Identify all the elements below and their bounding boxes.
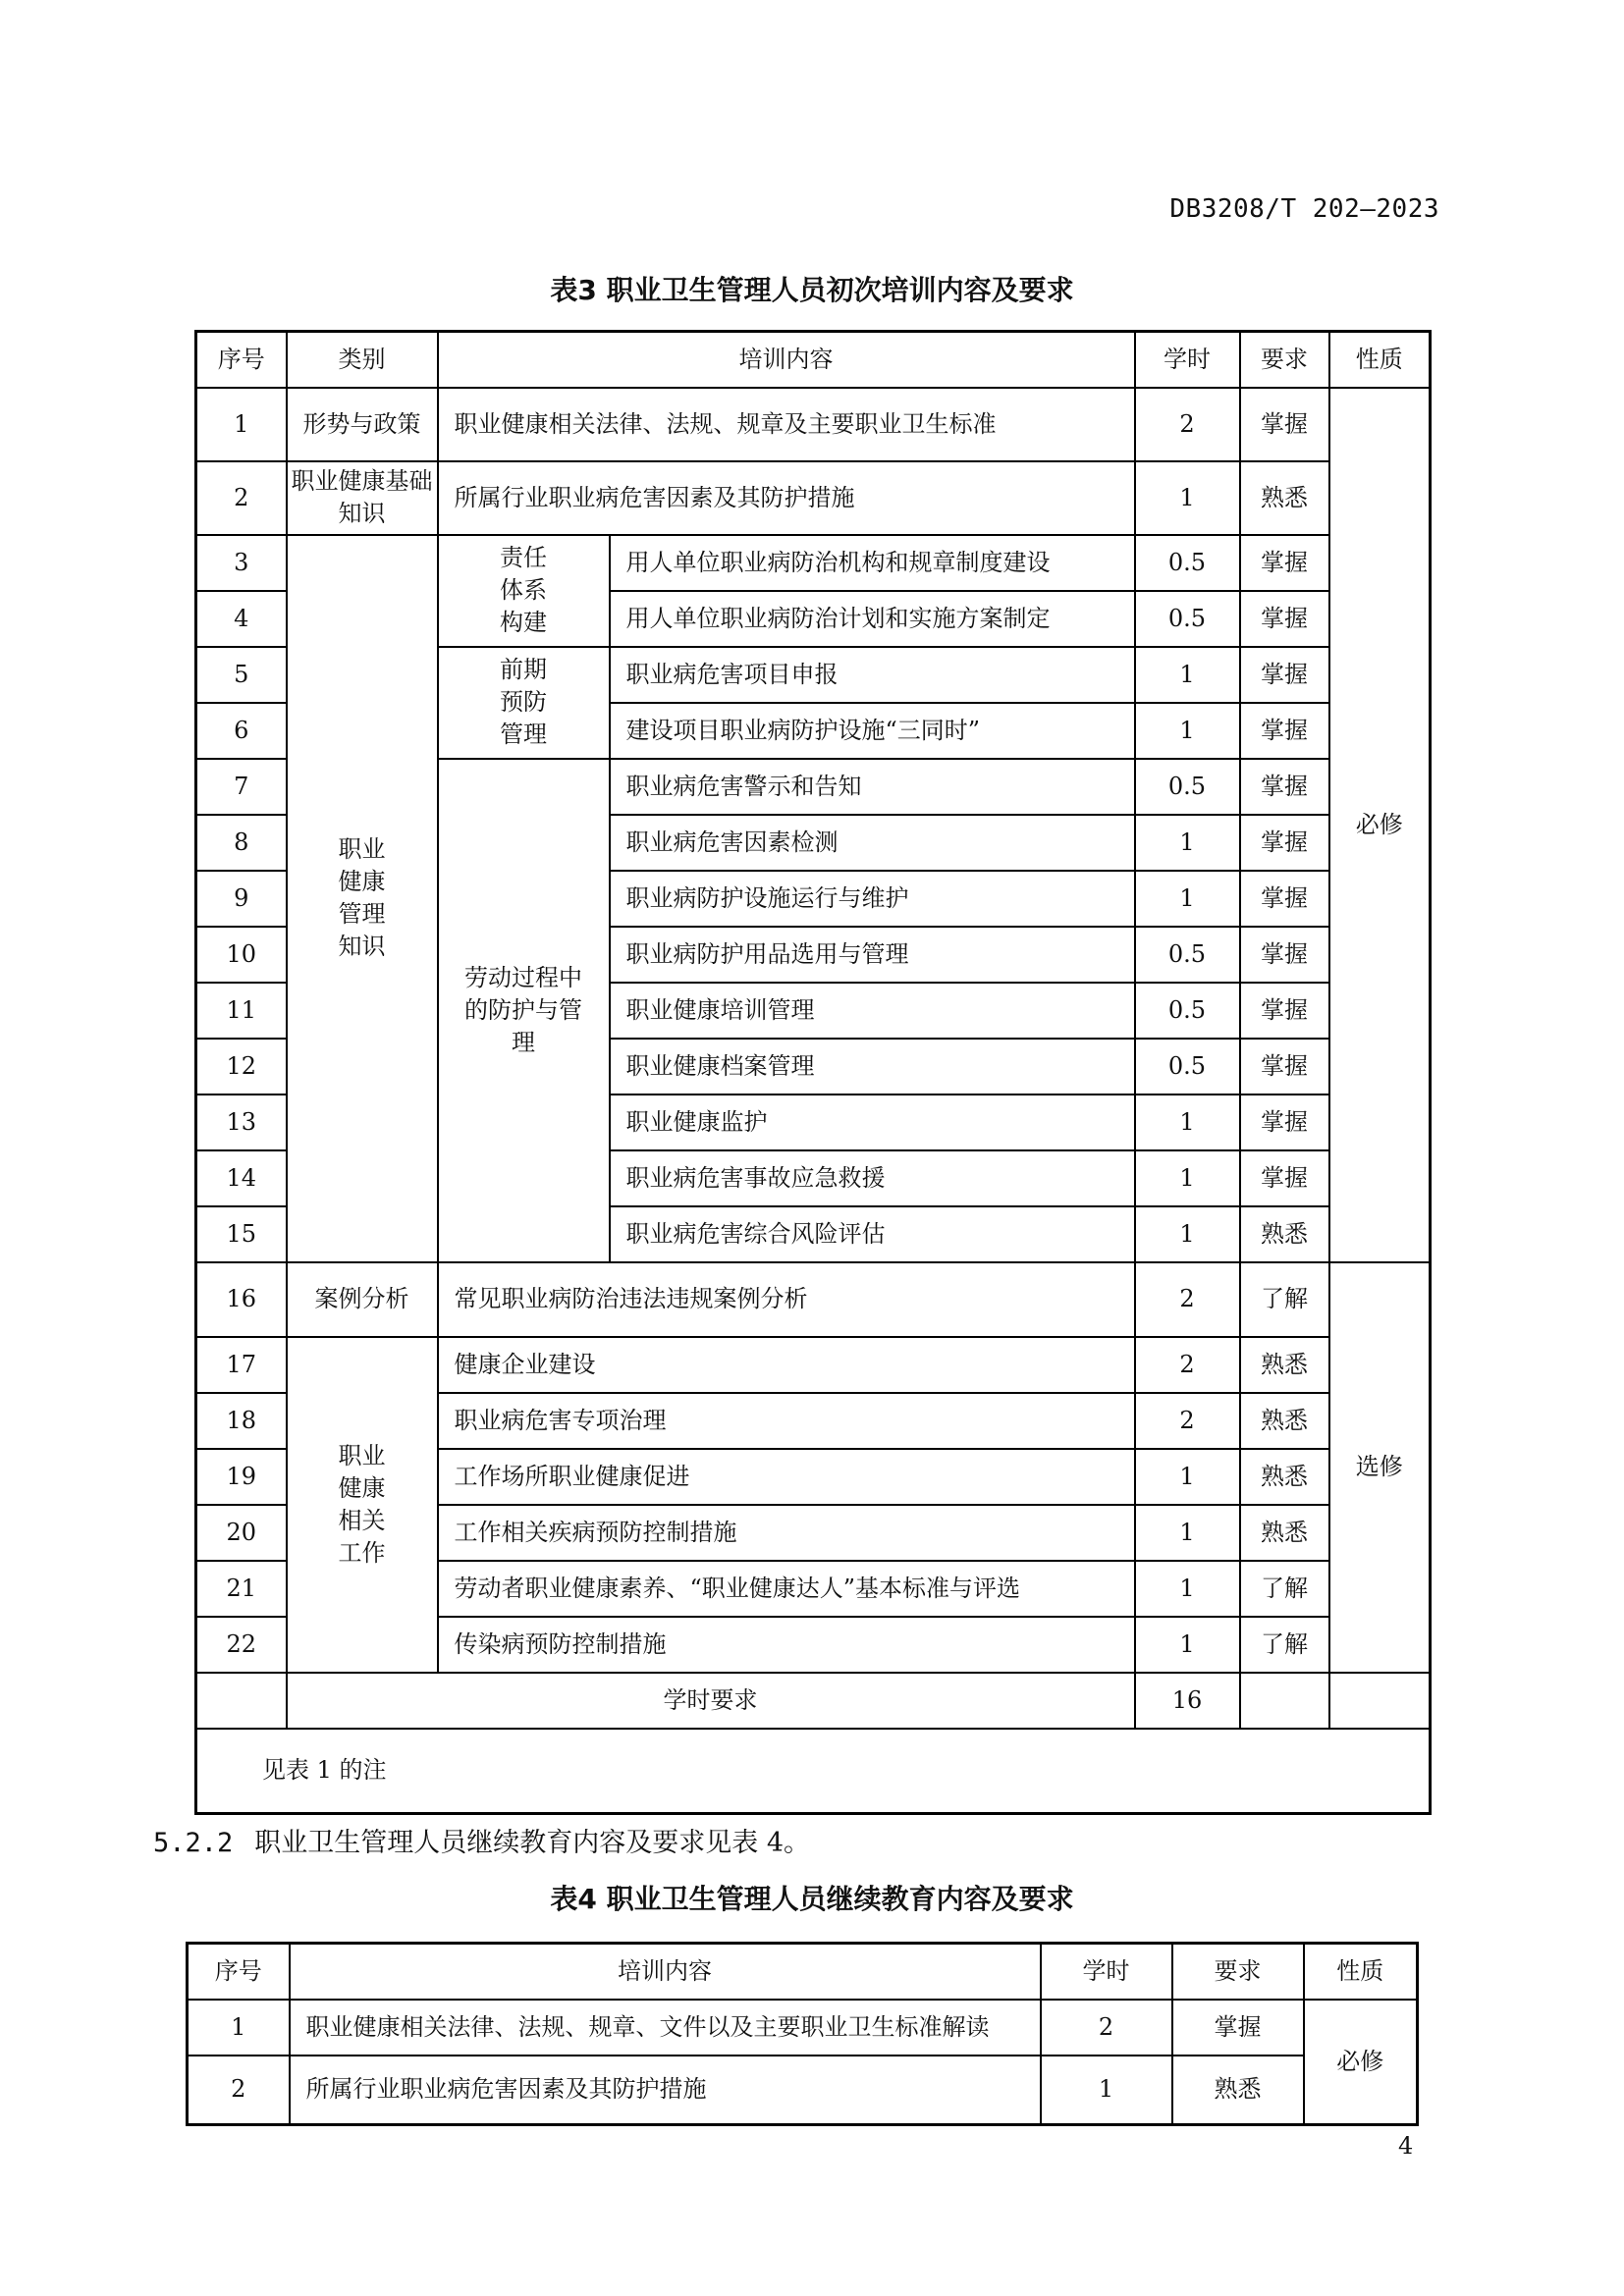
header-nature: 性质 — [1304, 1944, 1418, 2000]
row-content: 用人单位职业病防治机构和规章制度建设 — [610, 535, 1135, 591]
row-content: 职业健康培训管理 — [610, 983, 1135, 1039]
row-seq: 12 — [196, 1039, 287, 1095]
row-content: 职业病防护用品选用与管理 — [610, 927, 1135, 983]
row-requirement: 了解 — [1240, 1262, 1329, 1337]
row-requirement: 掌握 — [1240, 647, 1329, 703]
subcategory-cell: 责任体系构建 — [438, 535, 610, 647]
category-cell: 职业健康相关工作 — [287, 1337, 438, 1673]
row-requirement: 掌握 — [1240, 1039, 1329, 1095]
row-seq: 1 — [196, 388, 287, 461]
total-nature-empty — [1329, 1673, 1431, 1729]
row-requirement: 掌握 — [1240, 591, 1329, 647]
row-hours: 2 — [1135, 1262, 1240, 1337]
table-row — [188, 2056, 1418, 2125]
row-requirement: 掌握 — [1240, 871, 1329, 927]
row-seq: 13 — [196, 1095, 287, 1150]
note-row — [196, 1729, 1431, 1814]
row-requirement: 掌握 — [1240, 815, 1329, 871]
row-requirement: 掌握 — [1240, 703, 1329, 759]
row-seq: 19 — [196, 1449, 287, 1505]
row-hours: 0.5 — [1135, 759, 1240, 815]
row-seq: 15 — [196, 1206, 287, 1262]
nature-required: 必修 — [1304, 2000, 1418, 2125]
row-requirement: 熟悉 — [1172, 2056, 1304, 2125]
header-seq: 序号 — [188, 1944, 290, 2000]
row-requirement: 熟悉 — [1240, 461, 1329, 535]
row-content: 职业病危害因素检测 — [610, 815, 1135, 871]
row-content: 劳动者职业健康素养、“职业健康达人”基本标准与评选 — [438, 1561, 1135, 1617]
total-req-empty — [1240, 1673, 1329, 1729]
table3-caption: 表3 职业卫生管理人员初次培训内容及要求 — [550, 274, 1074, 306]
table-row — [196, 535, 1431, 591]
row-content: 用人单位职业病防治计划和实施方案制定 — [610, 591, 1135, 647]
row-content: 职业病危害警示和告知 — [610, 759, 1135, 815]
row-content: 职业病危害项目申报 — [610, 647, 1135, 703]
row-content: 职业健康相关法律、法规、规章、文件以及主要职业卫生标准解读 — [290, 2000, 1041, 2056]
page-number: 4 — [1398, 2132, 1414, 2160]
table-row — [188, 2000, 1418, 2056]
category-cell: 形势与政策 — [287, 388, 438, 461]
row-hours: 1 — [1135, 647, 1240, 703]
row-content: 工作相关疾病预防控制措施 — [438, 1505, 1135, 1561]
table4-caption: 表4 职业卫生管理人员继续教育内容及要求 — [550, 1883, 1074, 1915]
row-content: 所属行业职业病危害因素及其防护措施 — [438, 461, 1135, 535]
row-content: 职业病危害事故应急救援 — [610, 1150, 1135, 1206]
table3-note: 见表 1 的注 — [196, 1729, 1431, 1814]
row-seq: 2 — [196, 461, 287, 535]
row-content: 所属行业职业病危害因素及其防护措施 — [290, 2056, 1041, 2125]
row-hours: 0.5 — [1135, 927, 1240, 983]
subcategory-cell: 劳动过程中的防护与管理 — [438, 759, 610, 1262]
header-hours: 学时 — [1135, 332, 1240, 388]
table4 — [186, 1942, 1419, 2126]
row-seq: 20 — [196, 1505, 287, 1561]
table-row — [196, 388, 1431, 461]
row-content: 职业健康档案管理 — [610, 1039, 1135, 1095]
total-hours: 16 — [1135, 1673, 1240, 1729]
row-content: 建设项目职业病防护设施“三同时” — [610, 703, 1135, 759]
row-content: 工作场所职业健康促进 — [438, 1449, 1135, 1505]
row-seq: 16 — [196, 1262, 287, 1337]
section-5-2-2 — [153, 1821, 810, 1859]
row-hours: 1 — [1135, 1206, 1240, 1262]
header-requirement: 要求 — [1172, 1944, 1304, 2000]
section-number: 5.2.2 — [153, 1828, 234, 1858]
row-hours: 1 — [1135, 1505, 1240, 1561]
row-seq: 22 — [196, 1617, 287, 1673]
section-text: 职业卫生管理人员继续教育内容及要求见表 4。 — [254, 1828, 811, 1858]
row-requirement: 熟悉 — [1240, 1449, 1329, 1505]
category-cell: 案例分析 — [287, 1262, 438, 1337]
row-hours: 1 — [1135, 461, 1240, 535]
total-seq-empty — [196, 1673, 287, 1729]
row-seq: 6 — [196, 703, 287, 759]
row-seq: 10 — [196, 927, 287, 983]
row-seq: 14 — [196, 1150, 287, 1206]
row-hours: 2 — [1135, 388, 1240, 461]
row-requirement: 掌握 — [1172, 2000, 1304, 2056]
row-hours: 2 — [1135, 1393, 1240, 1449]
row-hours: 1 — [1041, 2056, 1172, 2125]
row-content: 传染病预防控制措施 — [438, 1617, 1135, 1673]
table4-header-row — [188, 1944, 1418, 2000]
row-requirement: 熟悉 — [1240, 1206, 1329, 1262]
row-content: 职业病危害综合风险评估 — [610, 1206, 1135, 1262]
row-requirement: 了解 — [1240, 1561, 1329, 1617]
row-hours: 1 — [1135, 1561, 1240, 1617]
header-content: 培训内容 — [438, 332, 1135, 388]
header-category: 类别 — [287, 332, 438, 388]
row-requirement: 掌握 — [1240, 759, 1329, 815]
row-requirement: 掌握 — [1240, 388, 1329, 461]
row-seq: 17 — [196, 1337, 287, 1393]
row-hours: 1 — [1135, 871, 1240, 927]
category-cell: 职业健康管理知识 — [287, 535, 438, 1262]
row-hours: 0.5 — [1135, 591, 1240, 647]
table-row — [196, 1337, 1431, 1393]
row-seq: 1 — [188, 2000, 290, 2056]
subcategory-cell: 前期预防管理 — [438, 647, 610, 759]
row-hours: 0.5 — [1135, 983, 1240, 1039]
row-hours: 1 — [1135, 1150, 1240, 1206]
row-hours: 1 — [1135, 815, 1240, 871]
category-cell: 职业健康基础知识 — [287, 461, 438, 535]
row-requirement: 熟悉 — [1240, 1393, 1329, 1449]
row-content: 职业健康监护 — [610, 1095, 1135, 1150]
header-content: 培训内容 — [290, 1944, 1041, 2000]
row-hours: 0.5 — [1135, 535, 1240, 591]
row-seq: 2 — [188, 2056, 290, 2125]
row-seq: 7 — [196, 759, 287, 815]
row-hours: 1 — [1135, 1617, 1240, 1673]
row-seq: 5 — [196, 647, 287, 703]
row-seq: 21 — [196, 1561, 287, 1617]
header-requirement: 要求 — [1240, 332, 1329, 388]
row-requirement: 掌握 — [1240, 983, 1329, 1039]
row-content: 常见职业病防治违法违规案例分析 — [438, 1262, 1135, 1337]
row-seq: 8 — [196, 815, 287, 871]
nature-elective: 选修 — [1329, 1262, 1431, 1673]
table3 — [194, 330, 1432, 1815]
row-content: 职业健康相关法律、法规、规章及主要职业卫生标准 — [438, 388, 1135, 461]
document-code: DB3208/T 202—2023 — [1169, 194, 1439, 224]
row-requirement: 掌握 — [1240, 1150, 1329, 1206]
row-hours: 1 — [1135, 1449, 1240, 1505]
total-row — [196, 1673, 1431, 1729]
row-requirement: 掌握 — [1240, 535, 1329, 591]
table3-header-row — [196, 332, 1431, 388]
row-hours: 0.5 — [1135, 1039, 1240, 1095]
row-content: 职业病防护设施运行与维护 — [610, 871, 1135, 927]
row-requirement: 熟悉 — [1240, 1337, 1329, 1393]
row-content: 职业病危害专项治理 — [438, 1393, 1135, 1449]
row-hours: 1 — [1135, 1095, 1240, 1150]
total-label: 学时要求 — [287, 1673, 1135, 1729]
row-seq: 18 — [196, 1393, 287, 1449]
row-hours: 2 — [1135, 1337, 1240, 1393]
header-hours: 学时 — [1041, 1944, 1172, 2000]
row-hours: 2 — [1041, 2000, 1172, 2056]
row-seq: 3 — [196, 535, 287, 591]
header-nature: 性质 — [1329, 332, 1431, 388]
row-requirement: 掌握 — [1240, 927, 1329, 983]
row-requirement: 熟悉 — [1240, 1505, 1329, 1561]
row-requirement: 了解 — [1240, 1617, 1329, 1673]
row-content: 健康企业建设 — [438, 1337, 1135, 1393]
row-seq: 4 — [196, 591, 287, 647]
row-requirement: 掌握 — [1240, 1095, 1329, 1150]
table-row — [196, 461, 1431, 535]
row-seq: 9 — [196, 871, 287, 927]
row-seq: 11 — [196, 983, 287, 1039]
header-seq: 序号 — [196, 332, 287, 388]
nature-required: 必修 — [1329, 388, 1431, 1262]
table-row — [196, 1262, 1431, 1337]
row-hours: 1 — [1135, 703, 1240, 759]
